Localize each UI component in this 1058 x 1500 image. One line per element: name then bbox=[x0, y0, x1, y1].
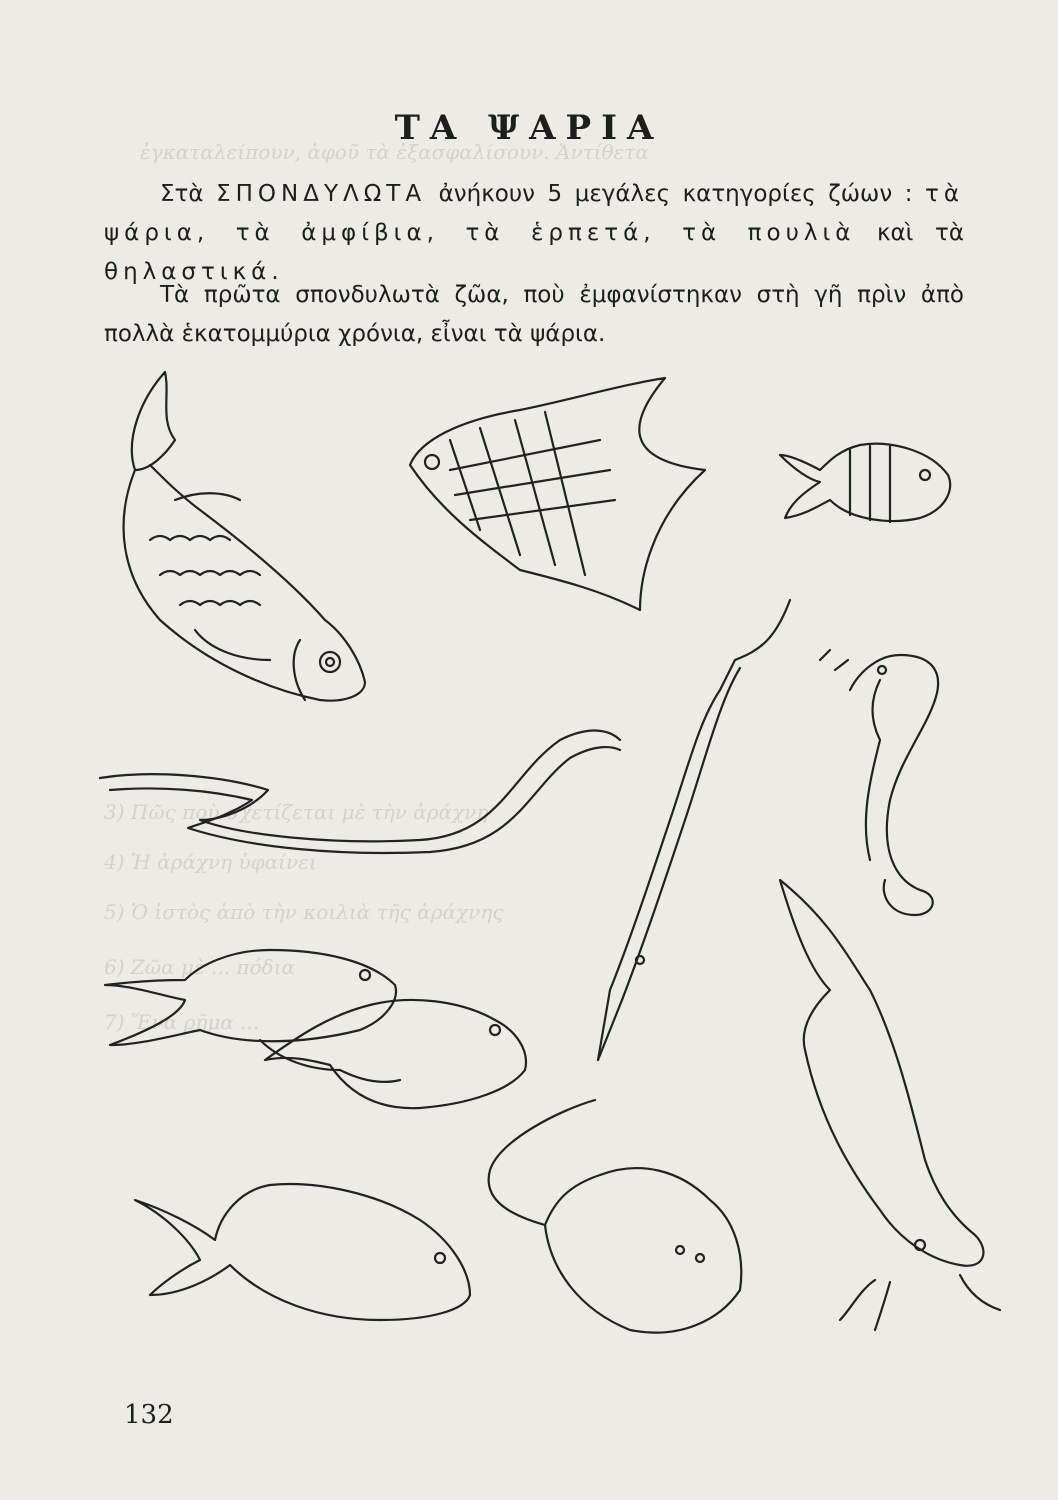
second-paragraph: Τὰ πρῶτα σπονδυλωτὰ ζῶα, ποὺ ἐμφανίστηκαν στὴ γῆ πρὶν ἀπὸ πολλὰ ἑκατομμύρια χρόνια, εἶναι τὰ ψάρια. bbox=[104, 282, 964, 347]
angelfish-illustration bbox=[410, 378, 705, 610]
class-list: τὰ ψάρια, τὰ ἀμφίβια, τὰ ἑρπετά, τὰ πουλιὰ bbox=[104, 181, 964, 246]
mammals-term: θηλαστικά bbox=[104, 259, 272, 285]
catfish-illustration bbox=[780, 880, 1000, 1330]
vertebrates-term: ΣΠΟΝΔΥΛΩΤΑ bbox=[216, 181, 427, 207]
pompano-illustration bbox=[135, 1184, 470, 1320]
page-number: 132 bbox=[124, 1400, 174, 1430]
bleed-through-line: ἐγκαταλείπουν, ἀφοῦ τὰ ἐξασφαλίσουν. Ἀντίθετα bbox=[140, 140, 649, 164]
intro-lead: Στὰ bbox=[160, 181, 217, 207]
bleed-through-line: 4) Ἡ ἀράχνη ὑφαίνει bbox=[104, 850, 317, 874]
intro-and: καὶ τὰ bbox=[855, 220, 964, 246]
intro-end: . bbox=[271, 259, 279, 285]
seahorse-illustration bbox=[820, 650, 938, 915]
perch-illustration bbox=[105, 950, 526, 1108]
bleed-through-line: 5) Ὁ ἱστὸς ἀπὸ τὴν κοιλιὰ τῆς ἀράχνης bbox=[104, 900, 504, 924]
page-title: ΤΑ ΨΑΡΙΑ bbox=[394, 108, 664, 148]
bleed-through-line: 6) Ζῶα μὲ ... πόδια bbox=[104, 955, 296, 979]
intro-mid: ἀνήκουν 5 μεγάλες κατηγορίες ζώων : bbox=[426, 181, 925, 207]
bleed-through-line: 3) Πῶς ποὺ σχετίζεται μὲ τὴν ἀράχνη bbox=[104, 800, 489, 824]
eel-illustration bbox=[100, 731, 620, 853]
ray-illustration bbox=[489, 1100, 742, 1333]
needlefish-illustration bbox=[598, 600, 790, 1060]
carp-illustration bbox=[124, 372, 365, 701]
small-fish-illustration bbox=[780, 444, 950, 522]
bleed-through-line: 7) Ἕνα ρῆμα ... bbox=[104, 1010, 260, 1034]
